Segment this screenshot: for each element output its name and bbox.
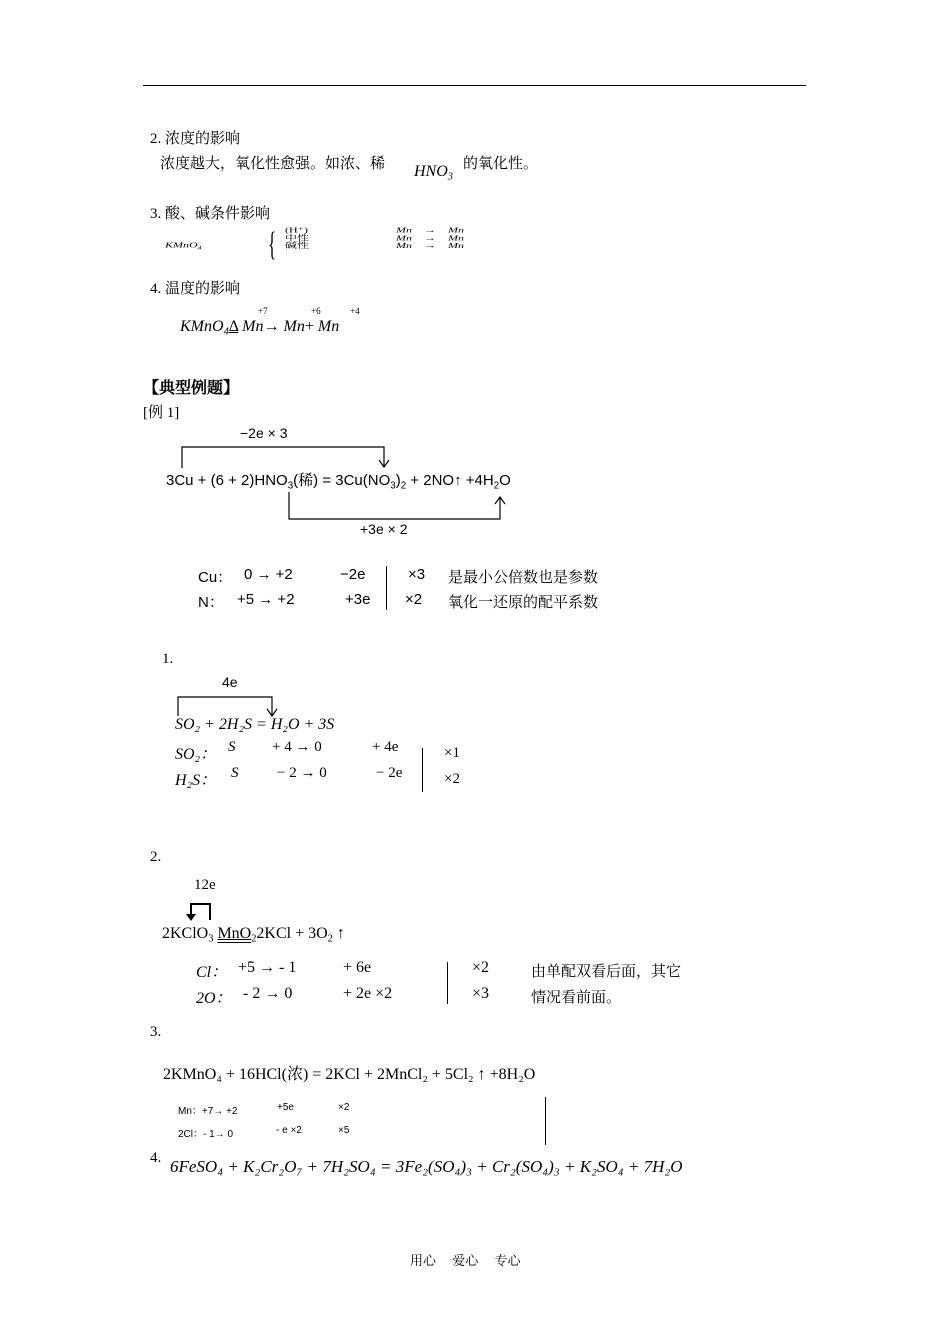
- header-rule: [143, 85, 806, 86]
- problem-3-equation: 2KMnO₄ + 16HCl(浓) = 2KCl + 2MnCl₂ + 5Cl₂ ↑ +8H₂O: [163, 1066, 536, 1083]
- problem-3-row-2-electrons: - e ×2: [276, 1125, 302, 1136]
- temperature-equation: KMnO$_4$Δ Mn→ Mn+ Mn: [180, 318, 340, 338]
- problem-2-row-1-multiplier: ×2: [472, 959, 490, 976]
- ox-state-6: +6: [311, 306, 321, 316]
- example-1-top-label: −2e × 3: [240, 425, 288, 441]
- divider-line: [422, 748, 423, 792]
- cu-row-multiplier: ×3: [408, 566, 426, 583]
- mn-products: Mn → Mn Mn → Mn Mn → Mn: [396, 225, 465, 251]
- n-row-change: +5 → +2: [237, 591, 295, 608]
- problem-1-row-2-electrons: − 2e: [376, 765, 403, 781]
- problem-1-top-label: 4e: [222, 674, 238, 690]
- section-4-heading: 4. 温度的影响: [150, 281, 241, 297]
- divider-line: [386, 566, 387, 610]
- problem-1-row-1-change: + 4 → 0: [272, 739, 322, 755]
- section-2-text: 浓度越大，氧化性愈强。如浓、稀: [160, 156, 386, 172]
- page-footer: 用心 爱心 专心: [410, 1253, 521, 1268]
- problem-1-row-1-electrons: + 4e: [372, 739, 399, 755]
- n-row-label: N：: [198, 594, 224, 611]
- problem-1-number: 1.: [162, 651, 174, 667]
- problem-2-row-1: Cl：: [196, 964, 228, 981]
- problem-1-row-1-multiplier: ×1: [444, 745, 460, 761]
- problem-1-row-2-label: H₂S：: [175, 772, 217, 789]
- divider-line: [545, 1097, 546, 1145]
- problem-3-row-2-multiplier: ×5: [338, 1125, 350, 1136]
- problem-1-row-1-label: SO₂：: [175, 746, 217, 763]
- ox-state-7: +7: [258, 306, 268, 316]
- example-1-label: [例 1]: [143, 405, 180, 421]
- problem-2-row-2-label: 2O：: [196, 990, 232, 1007]
- kmno4-formula: KMnO$_4$: [165, 241, 202, 251]
- problem-4-equation: 6FeSO₄ + K₂Cr₂O₇ + 7H₂SO₄ = 3Fe₂(SO₄)₃ + Cr₂(SO₄)₃ + K₂SO₄ + 7H₂O: [170, 1157, 683, 1176]
- cu-row-change: 0 → +2: [244, 566, 293, 583]
- cu-row-label: Cu：: [198, 569, 233, 586]
- problem-2-row-2-multiplier: ×3: [472, 985, 490, 1002]
- electron-transfer-arrow-p2: [184, 900, 218, 924]
- problem-2-row-2-electrons: + 2e ×2: [343, 985, 393, 1002]
- problem-2-row-2-change: - 2 → 0: [243, 985, 293, 1002]
- cu-row-note: 是最小公倍数也是参数: [448, 569, 599, 586]
- problem-2-row-1-electrons: + 6e: [343, 959, 372, 976]
- ox-state-4: +4: [350, 306, 360, 316]
- n-row-electrons: +3e: [345, 591, 371, 608]
- n-row-multiplier: ×2: [405, 591, 423, 608]
- problem-2-equation: 2KClO$_3$ $MnO_22KCl + 3O_2$ ↑: [162, 925, 345, 945]
- n-row-note: 氧化一还原的配平系数: [448, 594, 599, 611]
- hno3-formula: $HNO_3$: [414, 163, 453, 183]
- problem-1-equation: SO₂ + 2H₂S = H₂O + 3S: [175, 716, 335, 733]
- condition-list: (H⁺) 中性 碱性: [285, 225, 310, 251]
- problem-3-row-1-label: Mn：+7→ +2: [178, 1106, 238, 1117]
- problem-4-number: 4.: [150, 1150, 162, 1166]
- section-2-heading: 2. 浓度的影响: [150, 131, 241, 147]
- brace-icon: {: [268, 226, 277, 263]
- problem-2-row-1-note: 由单配双看后面，其它: [531, 964, 682, 980]
- divider-line: [447, 962, 448, 1004]
- problem-1-row-2-multiplier: ×2: [444, 771, 460, 787]
- catalyst-mno2: MnO$_2$: [217, 925, 257, 945]
- problem-2-top-label: 12e: [194, 877, 216, 893]
- problem-1-row-1-element: S: [228, 739, 236, 755]
- section-3-heading: 3. 酸、碱条件影响: [150, 206, 271, 222]
- problem-3-row-1-electrons: +5e: [277, 1102, 294, 1113]
- problem-2-number: 2.: [150, 849, 162, 865]
- problem-2-row-1-change: +5 → - 1: [238, 959, 297, 976]
- problem-3-row-2-label: 2Cl：- 1→ 0: [178, 1129, 234, 1140]
- section-2-text-end: 的氧化性。: [463, 156, 539, 172]
- problem-1-row-2-change: − 2 → 0: [277, 765, 327, 781]
- example-1-bottom-label: +3e × 2: [360, 521, 408, 537]
- example-1-equation: $3Cu + (6 + 2)HNO_3$(稀) = $3Cu(NO_3)_2$ + 2NO↑ $+4H_2O$: [166, 472, 511, 492]
- problem-3-row-1-multiplier: ×2: [338, 1102, 350, 1113]
- examples-heading: 【典型例题】: [143, 380, 240, 397]
- problem-3-number: 3.: [150, 1024, 162, 1040]
- problem-2-row-2-note: 情况看前面。: [531, 990, 622, 1006]
- cu-row-electrons: −2e: [340, 566, 366, 583]
- problem-1-row-2-element: S: [231, 765, 239, 781]
